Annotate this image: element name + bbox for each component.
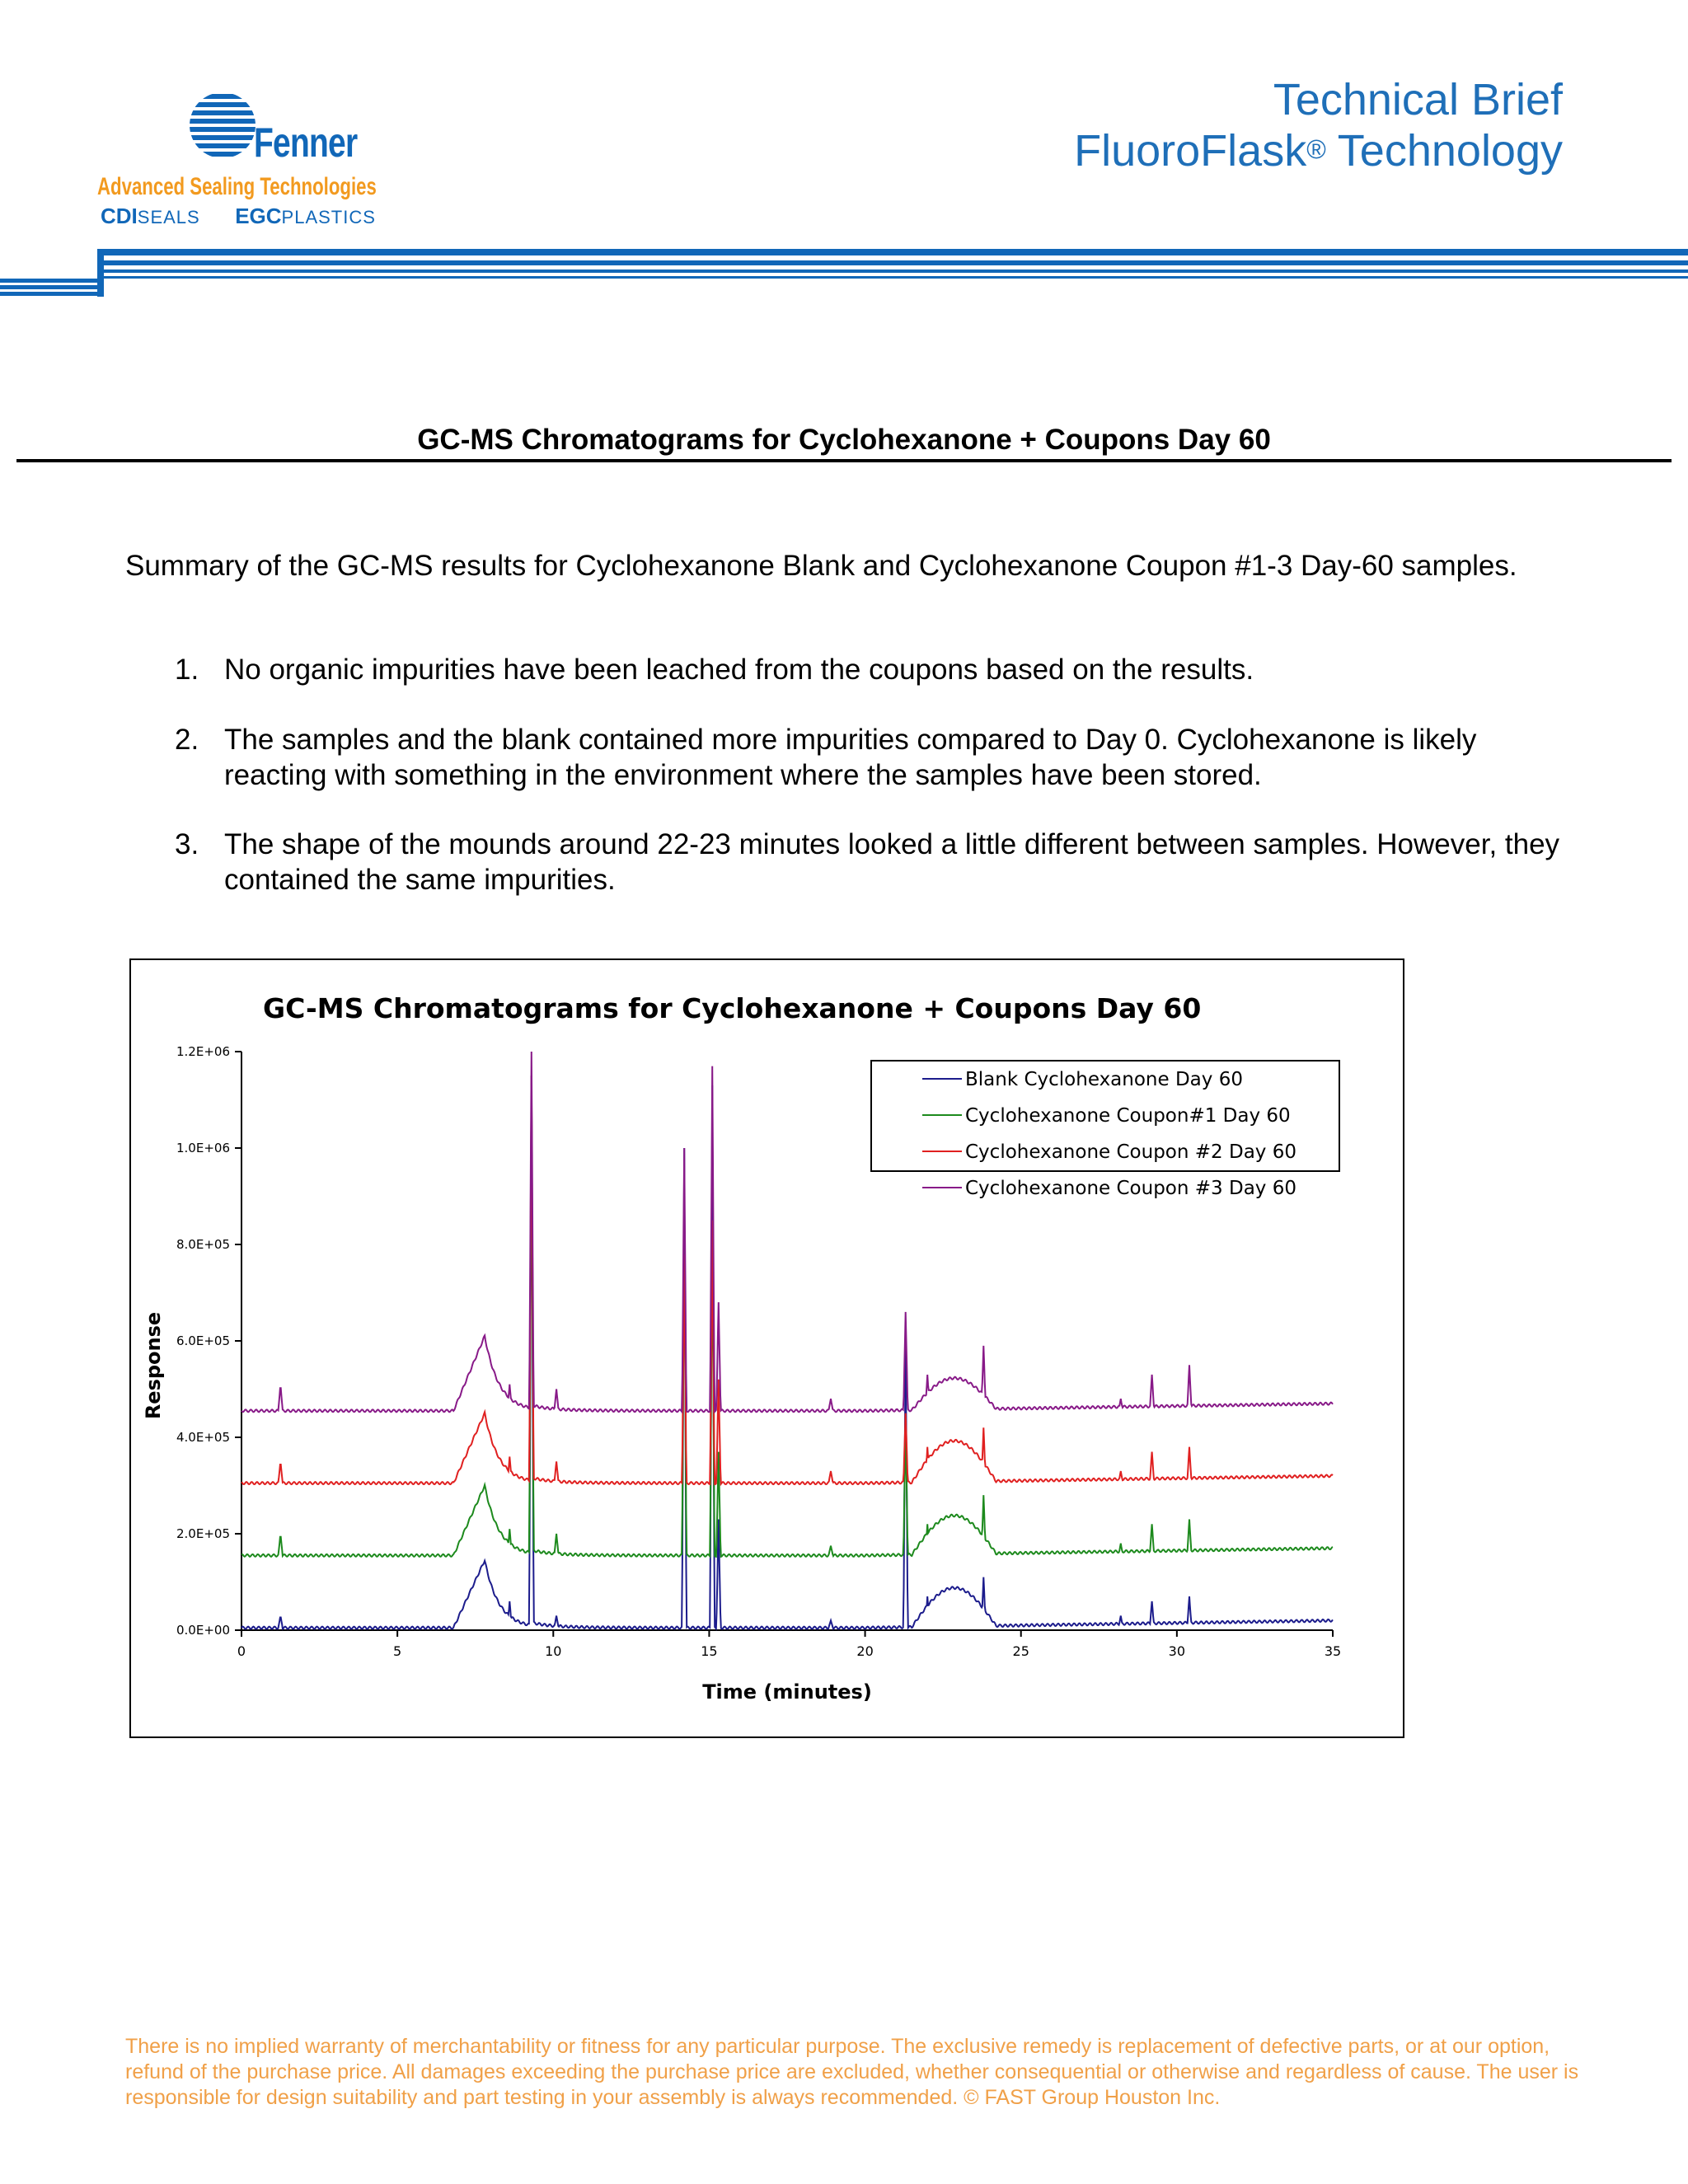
x-tick-label: 15 [701,1643,718,1659]
x-tick-label: 20 [856,1643,874,1659]
x-tick-label: 25 [1012,1643,1029,1659]
list-item-number: 3. [175,828,199,860]
x-tick-label: 5 [393,1643,402,1659]
chart-title: GC-MS Chromatograms for Cyclohexanone + Coupons Day 60 [263,992,1202,1024]
fenner-globe-icon [188,91,257,160]
header-band [0,244,1688,302]
x-tick-label: 0 [237,1643,246,1659]
y-tick-label: 0.0E+00 [176,1623,230,1638]
summary-paragraph: Summary of the GC-MS results for Cyclohexanone Blank and Cyclohexanone Coupon #1-3 Day-60 samples. [125,550,1517,582]
sub-brand-cdi: CDISEALS [101,204,200,228]
legend-label: Blank Cyclohexanone Day 60 [965,1069,1243,1090]
section-divider [16,459,1672,462]
list-item-text: The shape of the mounds around 22-23 minutes looked a little different between samples. However, they contained the same impurities. [224,828,1560,896]
title-line-1: Technical Brief [1273,75,1563,124]
list-item-number: 2. [175,724,199,756]
x-axis-label: Time (minutes) [702,1680,872,1704]
legend-label: Cyclohexanone Coupon#1 Day 60 [965,1105,1291,1127]
chart-frame [129,958,1404,1738]
y-tick-label: 8.0E+05 [176,1237,230,1252]
list-item-text: The samples and the blank contained more impurities compared to Day 0. Cyclohexanone is likely reacting with something in the environment where the samples have been stored. [224,724,1477,791]
legend-label: Cyclohexanone Coupon #2 Day 60 [965,1141,1296,1163]
title-line-2: FluoroFlask® Technology [1074,126,1563,176]
y-tick-label: 2.0E+05 [176,1526,230,1541]
y-tick-label: 1.0E+06 [176,1141,230,1155]
list-item-number: 1. [175,654,199,686]
logo-sub-brands [101,204,376,229]
x-tick-label: 30 [1168,1643,1186,1659]
list-item-text: No organic impurities have been leached from the coupons based on the results. [224,654,1254,686]
y-axis-label: Response [142,1311,165,1420]
y-tick-label: 1.2E+06 [176,1044,230,1059]
disclaimer-footer: There is no implied warranty of merchantability or fitness for any particular purpose. The exclusive remedy is replacement of defective parts, or at our option, refund of the purchase price. All damages exceeding the purchase price are excluded, whether consequential or otherwise and regardless of cause. The user is responsible for design suitability and part testing in your assembly is always recommended. © FAST Group Houston Inc. [125,2035,1579,2109]
document-title [1074,74,1563,176]
logo-brand-name: Fenner [254,120,358,166]
section-title: GC-MS Chromatograms for Cyclohexanone + Coupons Day 60 [417,424,1271,456]
sub-brand-egc: EGCPLASTICS [235,204,376,228]
x-tick-label: 35 [1324,1643,1342,1659]
chromatogram-chart [131,960,1403,1736]
x-tick-label: 10 [545,1643,562,1659]
company-logo [97,91,377,231]
y-tick-label: 4.0E+05 [176,1430,230,1445]
y-tick-label: 6.0E+05 [176,1333,230,1348]
legend-label: Cyclohexanone Coupon #3 Day 60 [965,1178,1296,1199]
logo-tagline: Advanced Sealing Technologies [97,173,377,200]
